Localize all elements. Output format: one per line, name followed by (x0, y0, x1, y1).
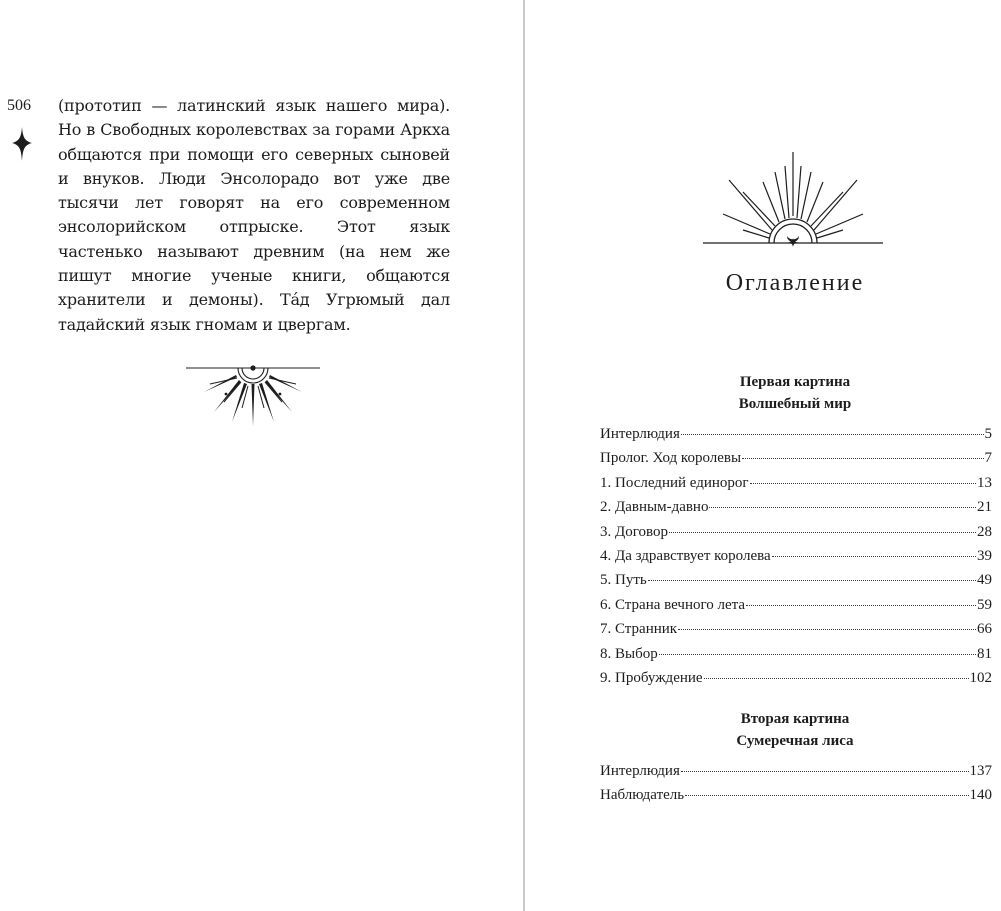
dot-leader (681, 771, 969, 772)
toc-entry-page: 59 (977, 596, 992, 613)
toc-entry-title: 3. Договор (600, 523, 668, 540)
dot-leader (685, 795, 968, 796)
part-title: Вторая картина (740, 711, 850, 727)
toc-entry[interactable] (600, 426, 992, 450)
dot-leader (659, 654, 976, 655)
dot-leader (750, 483, 976, 484)
toc-entry-page: 102 (969, 669, 992, 686)
toc-title: Оглавление (725, 270, 865, 296)
toc-entry-title: Интерлюдия (600, 426, 680, 442)
toc-entry-title: Интерлюдия (600, 763, 680, 779)
toc-entry[interactable] (600, 548, 992, 572)
dot-leader (678, 629, 976, 630)
rising-sun-ornament-icon (703, 152, 883, 248)
toc-entry-page: 140 (969, 787, 992, 804)
toc-entry[interactable] (600, 670, 992, 694)
toc-entry-title: 6. Страна вечного лета (600, 596, 746, 613)
toc-entry-title: 2. Давным-давно (600, 499, 709, 516)
toc-entry-title: Наблюдатель (600, 787, 685, 804)
star-ornament-icon (12, 127, 32, 161)
part-heading (600, 371, 990, 415)
toc-entry[interactable] (600, 475, 992, 499)
body-text: (прототип — латинский язык нашего мира). Но в Свободных королевствах за горами Аркха общаются при помощи его северных сыновей и внуков. Люди Энсолорадо вот уже две тысячи лет говорят на его современном энсолорийском отпрыске. Этот язык частенько называют древним (на нем же пишут многие ученые книги, общаются хранители и демоны). Та́д Угрюмый дал тадайский язык гномам и цвергам. (58, 96, 450, 334)
toc-list (600, 763, 992, 812)
toc-entry-title: 1. Последний единорог (600, 474, 749, 491)
toc-entry-page: 28 (977, 523, 992, 540)
page-number: 506 (7, 97, 31, 114)
dot-leader (772, 556, 976, 557)
sun-rays-ornament-icon (186, 364, 320, 428)
toc-entry[interactable] (600, 450, 992, 474)
toc-entry-page: 7 (984, 450, 992, 467)
toc-entry-title: Пролог. Ход королевы (600, 450, 742, 467)
toc-entry[interactable] (600, 646, 992, 670)
toc-list (600, 426, 992, 694)
toc-entry-title: 5. Путь (600, 572, 647, 589)
toc-entry[interactable] (600, 597, 992, 621)
part-subtitle: Волшебный мир (738, 396, 852, 412)
part-heading (600, 708, 990, 752)
dot-leader (681, 434, 984, 435)
page-gutter (523, 0, 525, 911)
toc-entry[interactable] (600, 572, 992, 596)
toc-entry-page: 5 (984, 426, 992, 442)
toc-entry-page: 39 (977, 547, 992, 564)
dot-leader (704, 678, 969, 679)
toc-entry[interactable] (600, 787, 992, 811)
part-subtitle: Сумеречная лиса (736, 733, 854, 749)
toc-entry-page: 81 (977, 645, 992, 662)
toc-entry-title: 4. Да здравствует королева (600, 547, 771, 564)
toc-entry-page: 13 (977, 474, 992, 491)
dot-leader (669, 532, 976, 533)
toc-entry-title: 9. Пробуждение (600, 669, 703, 686)
toc-entry-page: 49 (977, 572, 992, 589)
toc-entry-page: 21 (977, 499, 992, 516)
toc-entry-title: 8. Выбор (600, 645, 658, 662)
toc-entry[interactable] (600, 499, 992, 523)
dot-leader (746, 605, 976, 606)
toc-entry[interactable] (600, 621, 992, 645)
toc-entry[interactable] (600, 524, 992, 548)
toc-entry-page: 66 (977, 621, 992, 638)
part-title: Первая картина (739, 374, 851, 390)
dot-leader (648, 580, 976, 581)
dot-leader (709, 507, 976, 508)
toc-entry-page: 137 (969, 763, 992, 779)
toc-entry[interactable] (600, 763, 992, 787)
dot-leader (742, 458, 983, 459)
toc-entry-title: 7. Странник (600, 621, 678, 638)
